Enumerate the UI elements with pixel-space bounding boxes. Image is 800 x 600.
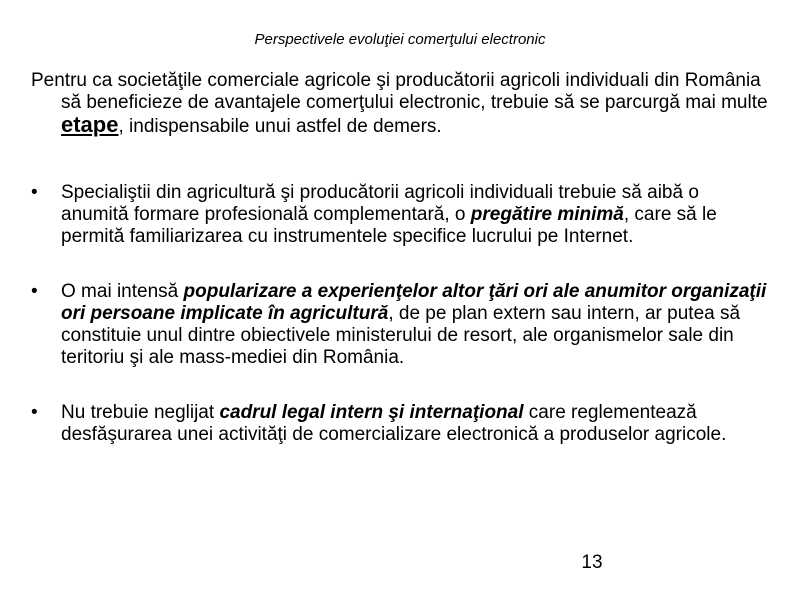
- bullet-emphasis: cadrul legal intern şi internaţional: [219, 402, 524, 423]
- bullet-item: [31, 402, 771, 446]
- intro-paragraph: [31, 70, 771, 138]
- bullet-emphasis: popularizare a experienţelor altor ţări ori ale anumitor organizaţii ori persoane implicate în agricultură: [61, 281, 767, 324]
- bullet-item: [31, 281, 771, 369]
- bullet-text-before: Specialiştii din agricultură şi producătorii agricoli individuali trebuie să aibă o anumită formare profesională complementară, o: [61, 182, 699, 225]
- bullet-emphasis: pregătire minimă: [470, 204, 624, 225]
- bullet-text-before: O mai intensă: [61, 281, 184, 302]
- bullet-text-after: , care să le permită familiarizarea cu instrumentele specifice lucrului pe Internet.: [61, 204, 717, 247]
- bullet-item: [31, 182, 771, 248]
- bullet-text-after: , de pe plan extern sau intern, ar putea să constituie unul dintre obiectivele ministerului de resort, ale organismelor sale din teritoriu şi ale mass-mediei din România.: [61, 303, 741, 368]
- intro-text-before: Pentru ca societăţile comerciale agricole şi producătorii agricoli individuali din România să beneficieze de avantajele comerţului electronic, trebuie să se parcurgă mai multe: [31, 70, 768, 113]
- slide-body: [31, 70, 771, 446]
- bullet-text-before: Nu trebuie neglijat: [61, 402, 220, 423]
- intro-emphasis: etape: [61, 112, 119, 137]
- bullet-list: [31, 182, 771, 446]
- slide-title: Perspectivele evoluţiei comerţului electronic: [254, 31, 546, 48]
- page-number: 13: [581, 552, 603, 573]
- intro-text-after: , indispensabile unui astfel de demers.: [118, 116, 442, 137]
- bullet-marker: •: [31, 182, 38, 203]
- bullet-text-after: care reglementează desfăşurarea unei activităţi de comercializare electronică a produselor agricole.: [61, 402, 727, 445]
- bullet-marker: •: [31, 402, 38, 423]
- bullet-marker: •: [31, 281, 38, 302]
